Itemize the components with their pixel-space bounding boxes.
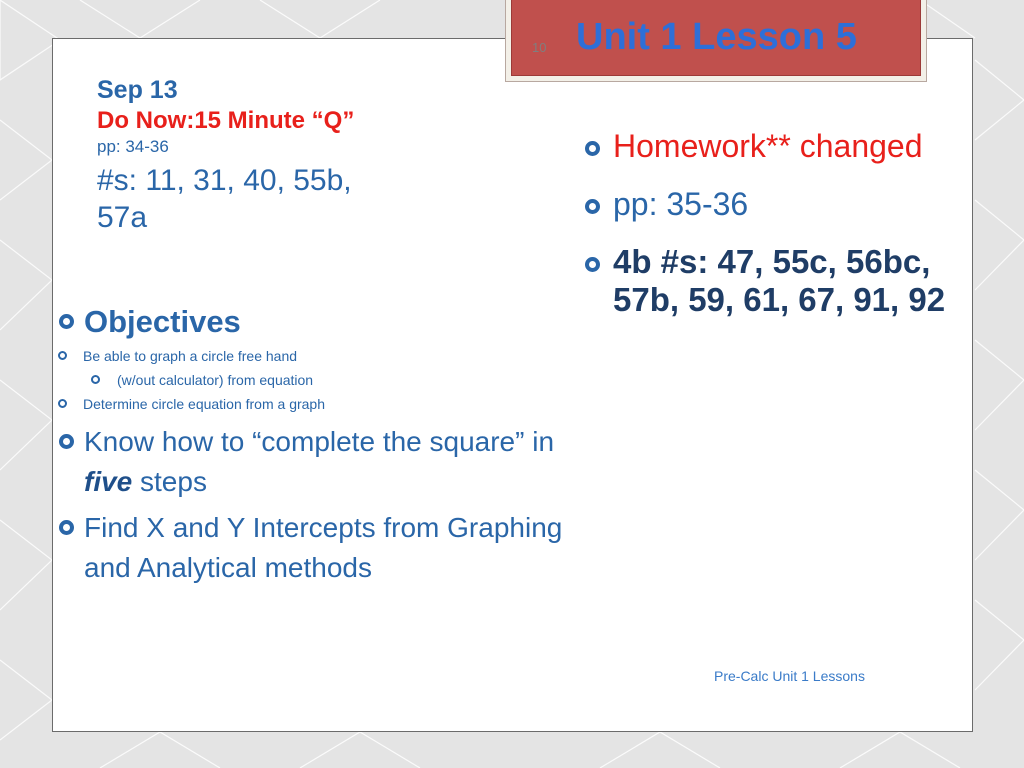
slide-footer: Pre-Calc Unit 1 Lessons: [714, 668, 865, 684]
slide-title: Unit 1 Lesson 5: [576, 16, 857, 58]
do-now-numbers-line1: #s: 11, 31, 40, 55b,: [97, 164, 352, 197]
homework-problems-bullet: [583, 243, 983, 319]
objectives-label: Objectives: [84, 304, 241, 339]
bullet-icon: [59, 520, 74, 535]
do-now-numbers-line2: 57a: [97, 201, 148, 234]
homework-problems-text: 4b #s: 47, 55c, 56bc, 57b, 59, 61, 67, 91, 92: [613, 243, 946, 318]
objectives-list: [57, 300, 567, 588]
slide-number: 10: [532, 40, 547, 55]
complete-square-emphasis: five: [84, 466, 133, 497]
homework-pages-text: pp: 35-36: [613, 186, 749, 222]
intercepts-bullet: [57, 508, 567, 588]
bullet-icon: [58, 399, 67, 408]
homework-text: Homework** changed: [613, 128, 923, 164]
objectives-heading: [57, 300, 567, 344]
bullet-icon: [585, 199, 600, 214]
title-banner: [511, 0, 921, 76]
objective-item: [57, 344, 567, 368]
bullet-icon: [585, 257, 600, 272]
objective-text: Determine circle equation from a graph: [83, 396, 326, 412]
objective-item: [57, 392, 567, 416]
complete-square-bullet: [57, 422, 567, 502]
bullet-icon: [59, 434, 74, 449]
complete-square-suffix: steps: [132, 466, 207, 497]
objective-text: Be able to graph a circle free hand: [83, 348, 298, 364]
bullet-icon: [91, 375, 100, 384]
do-now-heading: Do Now:15 Minute “Q”: [97, 107, 355, 134]
intercepts-text: Find X and Y Intercepts from Graphing and Analytical methods: [84, 512, 563, 583]
homework-bullet: [583, 127, 983, 165]
objective-subitem: [57, 368, 567, 392]
bullet-icon: [585, 141, 600, 156]
homework-list: [583, 127, 983, 319]
do-now-numbers: [97, 162, 517, 236]
lesson-header: [97, 74, 517, 236]
objective-subitem-text: (w/out calculator) from equation: [117, 372, 314, 388]
lesson-date: Sep 13: [97, 76, 178, 104]
complete-square-prefix: Know how to “complete the square” in: [84, 426, 555, 457]
homework-pages-bullet: [583, 185, 983, 223]
bullet-icon: [58, 351, 67, 360]
bullet-icon: [59, 314, 74, 329]
do-now-pages: pp: 34-36: [97, 137, 169, 156]
